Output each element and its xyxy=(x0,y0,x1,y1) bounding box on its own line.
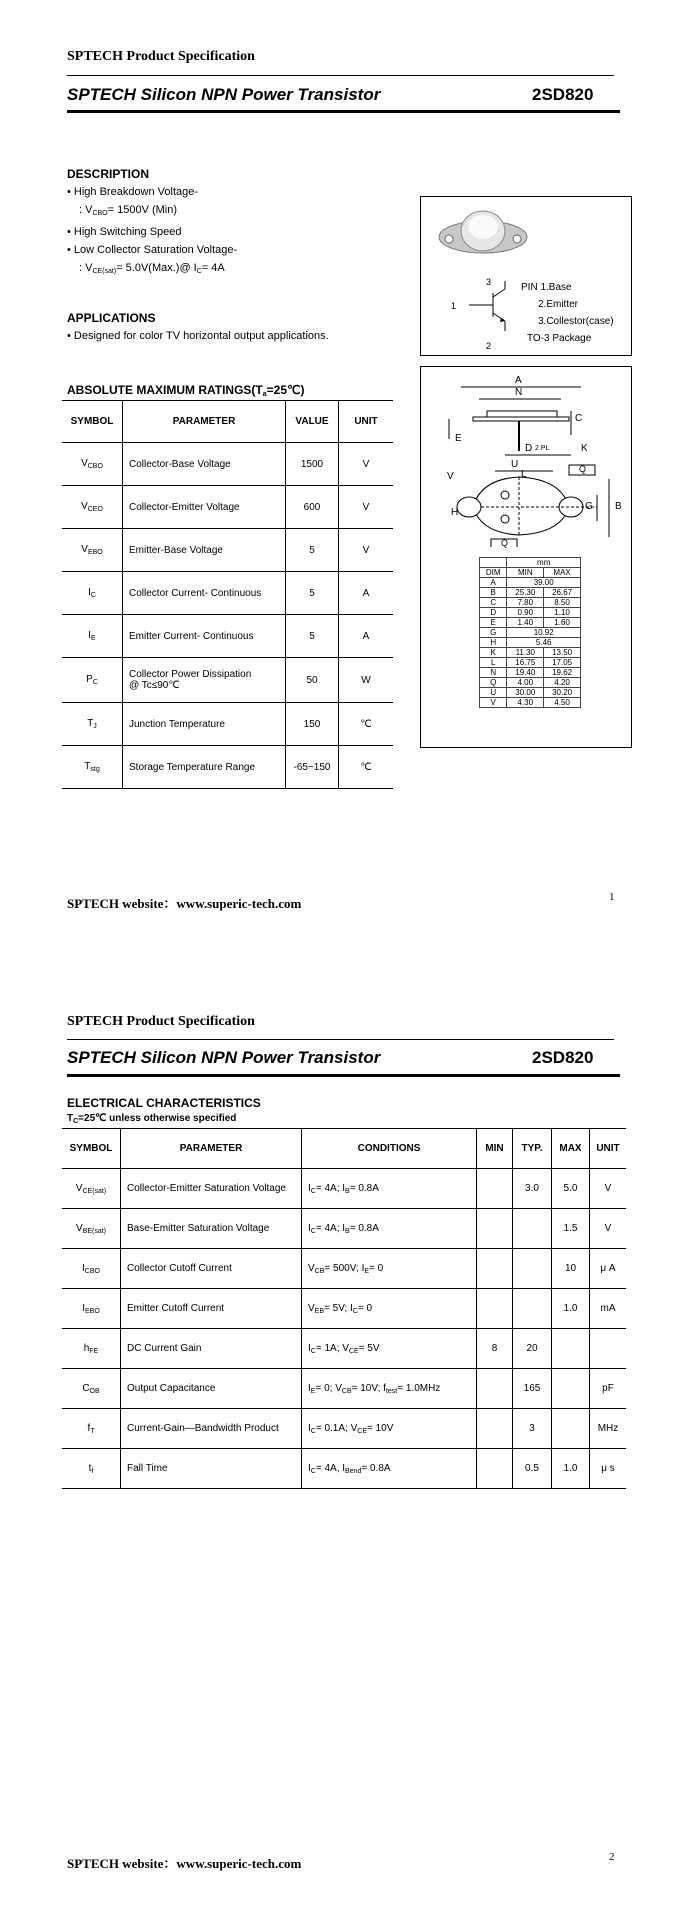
dim-col: MIN xyxy=(507,568,544,578)
dim-cell: 5.46 xyxy=(507,638,581,648)
dim-cell: Q xyxy=(480,678,507,688)
outline-letter: C xyxy=(575,413,583,424)
parameter-cell: Emitter Current- Continuous xyxy=(123,615,286,658)
min-cell: 8 xyxy=(477,1329,513,1369)
value-cell: 50 xyxy=(286,658,339,703)
electrical-table xyxy=(62,1128,626,1489)
dim-row xyxy=(480,658,581,668)
conditions-cell: $V_{CB}= 500V$; $I_E= 0$ xyxy=(302,1249,477,1289)
outline-drawing xyxy=(421,367,631,547)
unit-cell: ℃ xyxy=(339,746,394,789)
unit-cell: ℃ xyxy=(339,703,394,746)
dim-cell: 1.10 xyxy=(544,608,581,618)
table-row xyxy=(62,1329,626,1369)
symbol-cell: $T_J$ xyxy=(62,703,123,746)
symbol-cell: $V_{EBO}$ xyxy=(62,529,123,572)
outline-letter: E xyxy=(455,433,462,444)
package-outline-box xyxy=(420,366,632,748)
min-cell xyxy=(477,1249,513,1289)
dim-cell: H xyxy=(480,638,507,648)
parameter-cell: Junction Temperature xyxy=(123,703,286,746)
dim-row xyxy=(480,688,581,698)
parameter-cell: DC Current Gain xyxy=(121,1329,302,1369)
package-pinout-box xyxy=(420,196,632,356)
parameter-cell: Storage Temperature Range xyxy=(123,746,286,789)
unit-cell: V xyxy=(339,486,394,529)
dim-cell: G xyxy=(480,628,507,638)
outline-letter: Q xyxy=(579,464,587,474)
unit-cell: MHz xyxy=(590,1409,627,1449)
dim-cell: 10.92 xyxy=(507,628,581,638)
max-cell xyxy=(552,1409,590,1449)
table-header-row xyxy=(62,1129,626,1169)
unit-cell: W xyxy=(339,658,394,703)
part-number: 2SD820 xyxy=(532,1048,594,1067)
parameter-cell: Output Capacitance xyxy=(121,1369,302,1409)
table-header-row xyxy=(62,401,393,443)
description-heading: DESCRIPTION xyxy=(67,167,150,181)
pin-number: 1 xyxy=(451,301,457,311)
symbol-cell: $I_C$ xyxy=(62,572,123,615)
parameter-cell: Collector-Emitter Voltage xyxy=(123,486,286,529)
conditions-cell: $V_{EB}= 5V$; $I_C= 0$ xyxy=(302,1289,477,1329)
desc-item: • Low Collector Saturation Voltage- xyxy=(67,244,238,256)
table-row xyxy=(62,746,393,789)
table-row xyxy=(62,615,393,658)
dim-row xyxy=(480,618,581,628)
table-row xyxy=(62,572,393,615)
col-min: MIN xyxy=(477,1129,513,1169)
pin-number: 3 xyxy=(486,277,492,287)
unit-cell xyxy=(590,1329,627,1369)
page-number: 2 xyxy=(609,1851,615,1863)
dim-cell: C xyxy=(480,598,507,608)
dim-cell: D xyxy=(480,608,507,618)
unit-cell: A xyxy=(339,615,394,658)
symbol-cell: $I_{CBO}$ xyxy=(62,1249,121,1289)
min-cell xyxy=(477,1209,513,1249)
header-rule-thin xyxy=(67,1039,614,1040)
typ-cell: 165 xyxy=(513,1369,552,1409)
dim-row xyxy=(480,608,581,618)
footer-website: SPTECH website：www.superic-tech.com xyxy=(67,1856,302,1871)
col-unit: UNIT xyxy=(590,1129,627,1169)
max-cell: 1.5 xyxy=(552,1209,590,1249)
typ-cell: 3 xyxy=(513,1409,552,1449)
dim-cell: E xyxy=(480,618,507,628)
outline-letter: D xyxy=(525,443,533,454)
dim-cell: 25.30 xyxy=(507,588,544,598)
parameter-cell: Current-Gain—Bandwidth Product xyxy=(121,1409,302,1449)
symbol-cell: $t_f$ xyxy=(62,1449,121,1489)
unit-cell: mA xyxy=(590,1289,627,1329)
col-max: MAX xyxy=(552,1129,590,1169)
symbol-cell: $C_{OB}$ xyxy=(62,1369,121,1409)
dim-cell: 26.67 xyxy=(544,588,581,598)
min-cell xyxy=(477,1449,513,1489)
value-cell: 1500 xyxy=(286,443,339,486)
electrical-heading: ELECTRICAL CHARACTERISTICS xyxy=(67,1096,261,1110)
col-symbol: SYMBOL xyxy=(62,1129,121,1169)
table-row xyxy=(62,1409,626,1449)
unit-cell: pF xyxy=(590,1369,627,1409)
dim-cell: L xyxy=(480,658,507,668)
outline-letter: 2 PL xyxy=(535,445,550,452)
outline-letter: G xyxy=(585,501,593,512)
min-cell xyxy=(477,1409,513,1449)
dim-cell: 4.20 xyxy=(544,678,581,688)
value-cell: 5 xyxy=(286,572,339,615)
ratings-table xyxy=(62,400,393,789)
footer-website: SPTECH website：www.superic-tech.com xyxy=(67,896,302,911)
dim-cell: 4.50 xyxy=(544,698,581,708)
table-row xyxy=(62,529,393,572)
unit-cell: μ A xyxy=(590,1249,627,1289)
symbol-cell: $P_C$ xyxy=(62,658,123,703)
dim-cell: 39.00 xyxy=(507,578,581,588)
dim-row xyxy=(480,598,581,608)
dim-cell: 30.20 xyxy=(544,688,581,698)
value-cell: 5 xyxy=(286,615,339,658)
dim-cell: 17.05 xyxy=(544,658,581,668)
symbol-cell: $V_{CE(sat)}$ xyxy=(62,1169,121,1209)
description-list xyxy=(67,183,237,281)
dim-cell: V xyxy=(480,698,507,708)
dim-cell: 7.80 xyxy=(507,598,544,608)
header-rule-thin xyxy=(67,75,614,76)
dim-col: MAX xyxy=(544,568,581,578)
dim-cell: B xyxy=(480,588,507,598)
part-number: 2SD820 xyxy=(532,85,594,104)
dim-row xyxy=(480,638,581,648)
dim-col: DIM xyxy=(480,568,507,578)
symbol-cell: $I_E$ xyxy=(62,615,123,658)
symbol-cell: $I_{EBO}$ xyxy=(62,1289,121,1329)
dim-cell: A xyxy=(480,578,507,588)
dim-cell: 4.00 xyxy=(507,678,544,688)
max-cell xyxy=(552,1329,590,1369)
dim-row xyxy=(480,678,581,688)
col-value: VALUE xyxy=(286,401,339,443)
applications-heading: APPLICATIONS xyxy=(67,311,156,325)
conditions-cell: $I_C= 4A$, $I_{Bend}= 0.8A$ xyxy=(302,1449,477,1489)
dim-row xyxy=(480,588,581,598)
pin-legend: PIN 1.Base 2.Emitter 3.Collestor(case) TO-3 Package xyxy=(521,282,614,344)
symbol-cell: $T_{stg}$ xyxy=(62,746,123,789)
value-cell: 600 xyxy=(286,486,339,529)
dim-row xyxy=(480,648,581,658)
header-rule-thick xyxy=(67,1074,620,1077)
symbol-cell: $f_T$ xyxy=(62,1409,121,1449)
doc-title: SPTECH Silicon NPN Power Transistor xyxy=(67,1048,381,1067)
spec-header: SPTECH Product Specification xyxy=(67,1014,255,1029)
dim-row xyxy=(480,628,581,638)
dim-cell: 4.30 xyxy=(507,698,544,708)
outline-letter: N xyxy=(515,387,523,398)
desc-vcbo: : $V_{CBO}= 1500V$ (Min) xyxy=(79,204,178,217)
table-row xyxy=(62,1449,626,1489)
parameter-cell: Collector-Emitter Saturation Voltage xyxy=(121,1169,302,1209)
table-row xyxy=(62,1169,626,1209)
spec-header: SPTECH Product Specification xyxy=(67,49,255,64)
dim-row xyxy=(480,668,581,678)
dim-cell: 16.75 xyxy=(507,658,544,668)
dim-cell: 8.50 xyxy=(544,598,581,608)
symbol-cell: $h_{FE}$ xyxy=(62,1329,121,1369)
parameter-cell: Collector Cutoff Current xyxy=(121,1249,302,1289)
table-row xyxy=(62,1209,626,1249)
dim-cell: 30.00 xyxy=(507,688,544,698)
unit-cell: V xyxy=(590,1169,627,1209)
symbol-cell: $V_{CBO}$ xyxy=(62,443,123,486)
dim-row xyxy=(480,578,581,588)
header-rule-thick xyxy=(67,110,620,113)
desc-item: • High Breakdown Voltage- xyxy=(67,186,199,198)
dim-cell: 19.40 xyxy=(507,668,544,678)
pin-number: 2 xyxy=(486,341,492,351)
conditions-cell: $I_C= 4A$; $I_B= 0.8A$ xyxy=(302,1209,477,1249)
table-row xyxy=(62,443,393,486)
col-conditions: CONDITIONS xyxy=(302,1129,477,1169)
parameter-cell: Collector-Base Voltage xyxy=(123,443,286,486)
outline-letter: V xyxy=(447,471,454,482)
outline-letter: H xyxy=(451,507,459,518)
outline-letter: K xyxy=(581,443,588,454)
min-cell xyxy=(477,1369,513,1409)
min-cell xyxy=(477,1169,513,1209)
outline-letter: U xyxy=(511,459,519,470)
conditions-cell: $I_C= 0.1A$; $V_{CE}= 10V$ xyxy=(302,1409,477,1449)
electrical-subheading: $T_C=25℃$ unless otherwise specified xyxy=(67,1113,237,1125)
outline-letter: A xyxy=(515,375,522,386)
max-cell xyxy=(552,1369,590,1409)
col-symbol: SYMBOL xyxy=(62,401,123,443)
conditions-cell: $I_C= 4A$; $I_B= 0.8A$ xyxy=(302,1169,477,1209)
value-cell: 150 xyxy=(286,703,339,746)
unit-cell: V xyxy=(339,443,394,486)
typ-cell xyxy=(513,1289,552,1329)
conditions-cell: $I_E= 0$; $V_{CB}= 10V$; $f_{test}= 1.0MHz$ xyxy=(302,1369,477,1409)
dim-cell: 1.40 xyxy=(507,618,544,628)
dim-cell: K xyxy=(480,648,507,658)
col-typ: TYP. xyxy=(513,1129,552,1169)
col-parameter: PARAMETER xyxy=(123,401,286,443)
max-cell: 5.0 xyxy=(552,1169,590,1209)
typ-cell xyxy=(513,1249,552,1289)
table-row xyxy=(62,658,393,703)
parameter-cell: Collector Current- Continuous xyxy=(123,572,286,615)
parameter-cell: Collector Power Dissipation @ Tc≤90℃ xyxy=(123,658,286,703)
dim-row xyxy=(480,698,581,708)
unit-cell: μ s xyxy=(590,1449,627,1489)
outline-letter: Q xyxy=(501,538,509,548)
dim-cell: U xyxy=(480,688,507,698)
parameter-cell: Emitter Cutoff Current xyxy=(121,1289,302,1329)
typ-cell: 20 xyxy=(513,1329,552,1369)
table-row xyxy=(62,703,393,746)
unit-cell: A xyxy=(339,572,394,615)
desc-vcesat: : $V_{CE(sat)}=$ 5.0V(Max.)@ $I_C= 4A$ xyxy=(79,262,225,275)
dim-cell: 13.50 xyxy=(544,648,581,658)
max-cell: 1.0 xyxy=(552,1289,590,1329)
parameter-cell: Base-Emitter Saturation Voltage xyxy=(121,1209,302,1249)
symbol-cell: $V_{CEO}$ xyxy=(62,486,123,529)
min-cell xyxy=(477,1289,513,1329)
table-row xyxy=(62,486,393,529)
table-row xyxy=(62,1289,626,1329)
dim-cell: 1.60 xyxy=(544,618,581,628)
outline-letter: L xyxy=(521,469,527,480)
value-cell: 5 xyxy=(286,529,339,572)
applications-text: • Designed for color TV horizontal output applications. xyxy=(67,330,329,342)
unit-cell: V xyxy=(339,529,394,572)
ratings-heading: ABSOLUTE MAXIMUM $RATINGS(T_a=25℃)$ xyxy=(67,383,305,398)
outline-letter: B xyxy=(615,501,622,512)
dim-cell: N xyxy=(480,668,507,678)
dimension-table xyxy=(479,557,581,708)
doc-title: SPTECH Silicon NPN Power Transistor xyxy=(67,85,381,104)
dim-cell: 0.90 xyxy=(507,608,544,618)
parameter-cell: Fall Time xyxy=(121,1449,302,1489)
dim-cell: 19.62 xyxy=(544,668,581,678)
max-cell: 10 xyxy=(552,1249,590,1289)
table-row xyxy=(62,1249,626,1289)
col-unit: UNIT xyxy=(339,401,394,443)
dim-unit: mm xyxy=(507,558,581,568)
parameter-cell: Emitter-Base Voltage xyxy=(123,529,286,572)
dim-cell: 11.30 xyxy=(507,648,544,658)
table-row xyxy=(62,1369,626,1409)
typ-cell: 3.0 xyxy=(513,1169,552,1209)
desc-item: • High Switching Speed xyxy=(67,226,182,238)
max-cell: 1.0 xyxy=(552,1449,590,1489)
typ-cell xyxy=(513,1209,552,1249)
symbol-cell: $V_{BE(sat)}$ xyxy=(62,1209,121,1249)
page-number: 1 xyxy=(609,891,615,903)
conditions-cell: $I_C= 1A$; $V_{CE}= 5V$ xyxy=(302,1329,477,1369)
unit-cell: V xyxy=(590,1209,627,1249)
typ-cell: 0.5 xyxy=(513,1449,552,1489)
value-cell: -65~150 xyxy=(286,746,339,789)
col-parameter: PARAMETER xyxy=(121,1129,302,1169)
